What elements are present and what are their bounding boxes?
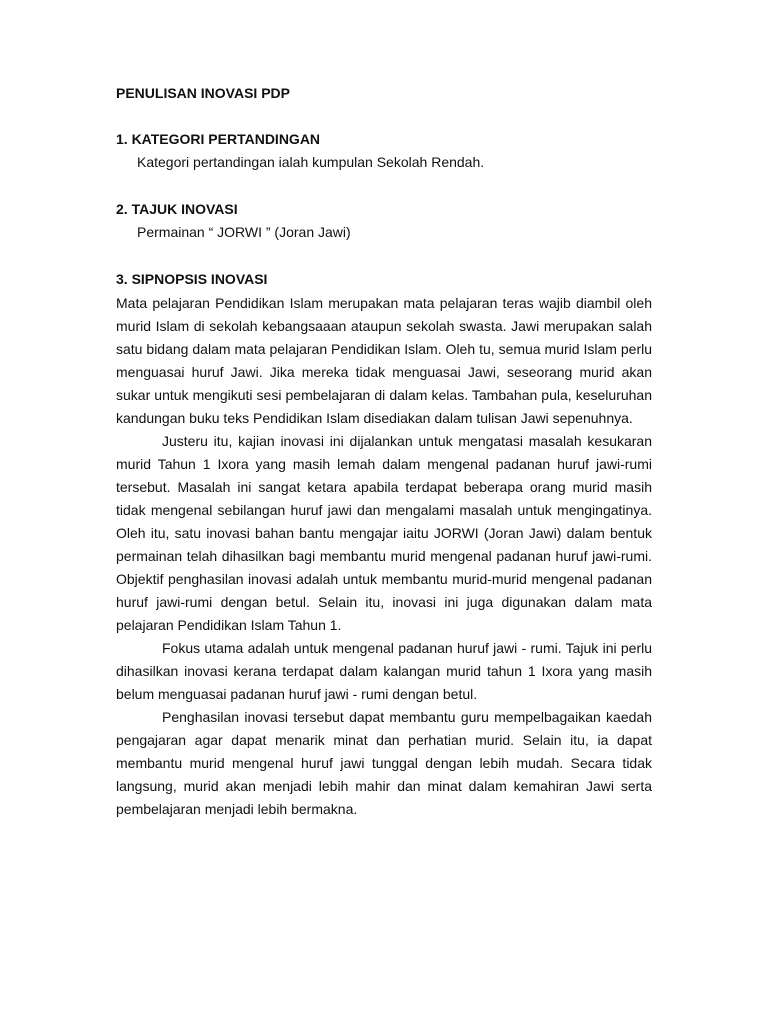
- document-title: PENULISAN INOVASI PDP: [116, 85, 290, 101]
- section-heading-tajuk: 2. TAJUK INOVASI: [116, 201, 238, 217]
- sinopsis-paragraph-4: Penghasilan inovasi tersebut dapat membantu guru mempelbagaikan kaedah pengajaran agar dapat menarik minat dan perhatian murid. Selain itu, ia dapat membantu murid mengenal huruf jawi tunggal dengan lebih mudah. Secara tidak langsung, murid akan menjadi lebih mahir dan minat dalam kemahiran Jawi serta pembelajaran menjadi lebih bermakna.: [116, 709, 652, 817]
- section-tajuk: [116, 199, 652, 242]
- section-text-kategori: Kategori pertandingan ialah kumpulan Sekolah Rendah.: [137, 154, 485, 170]
- section-text-tajuk: Permainan “ JORWI ” (Joran Jawi): [137, 224, 351, 240]
- sinopsis-paragraph-2: Justeru itu, kajian inovasi ini dijalankan untuk mengatasi masalah kesukaran murid Tahun 1 Ixora yang masih lemah dalam mengenal padanan huruf jawi-rumi tersebut. Masalah ini sangat ketara apabila terdapat beberapa orang murid masih tidak mengenal sebilangan huruf jawi dan mengalami masalah untuk mengingatinya. Oleh itu, satu inovasi bahan bantu mengajar iaitu JORWI (Joran Jawi) dalam bentuk permainan telah dihasilkan bagi membantu murid mengenal padanan huruf jawi-rumi. Objektif penghasilan inovasi adalah untuk membantu murid-murid mengenal padanan huruf jawi-rumi dengan betul. Selain itu, inovasi ini juga digunakan dalam mata pelajaran Pendidikan Islam Tahun 1.: [116, 433, 652, 633]
- sinopsis-paragraph-1: Mata pelajaran Pendidikan Islam merupakan mata pelajaran teras wajib diambil oleh murid Islam di sekolah kebangsaaan ataupun sekolah swasta. Jawi merupakan salah satu bidang dalam mata pelajaran Pendidikan Islam. Oleh tu, semua murid Islam perlu menguasai huruf Jawi. Jika mereka tidak menguasai Jawi, seseorang murid akan sukar untuk mengikuti sesi pembelajaran di dalam kelas. Tambahan pula, keseluruhan kandungan buku teks Pendidikan Islam disediakan dalam tulisan Jawi sepenuhnya.: [116, 295, 652, 426]
- section-heading-sinopsis: 3. SIPNOPSIS INOVASI: [116, 271, 268, 287]
- sinopsis-paragraph-3: Fokus utama adalah untuk mengenal padanan huruf jawi - rumi. Tajuk ini perlu dihasilkan inovasi kerana terdapat dalam kalangan murid tahun 1 Ixora yang masih belum menguasai padanan huruf jawi - rumi dengan betul.: [116, 640, 652, 702]
- section-heading-kategori: 1. KATEGORI PERTANDINGAN: [116, 131, 321, 147]
- section-kategori: [116, 129, 652, 172]
- section-sinopsis: [116, 269, 652, 821]
